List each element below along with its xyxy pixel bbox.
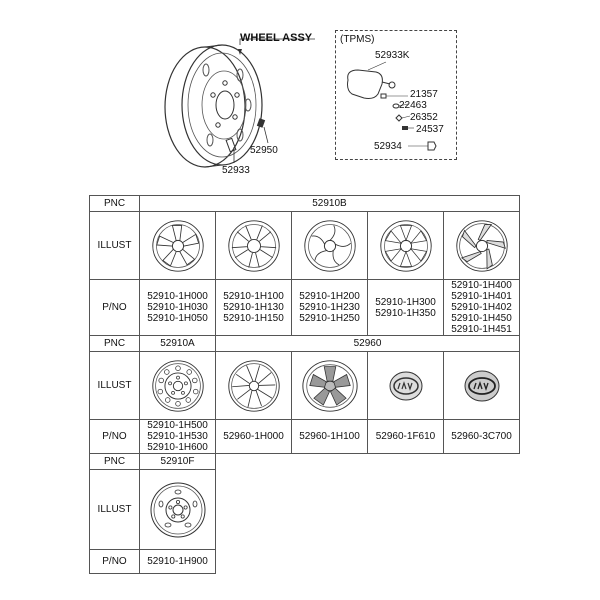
illust-cell (140, 212, 216, 280)
illust-header: ILLUST (90, 352, 140, 420)
pno-cell: 52910-1H200 52910-1H230 52910-1H250 (292, 280, 368, 336)
illust-header: ILLUST (90, 212, 140, 280)
pno-cell: 52960-3C700 (444, 420, 520, 454)
center-cap-emblem-icon (386, 368, 426, 404)
tpms-title: (TPMS) (340, 34, 375, 45)
pno-header: P/NO (90, 420, 140, 454)
illust-cell (292, 352, 368, 420)
illust-cell (140, 352, 216, 420)
alloy-wheel-5-spoke-icon (150, 218, 206, 274)
illust-cell (444, 352, 520, 420)
illust-cell (140, 470, 216, 550)
tpms-assembly-part: 52933K (375, 50, 410, 61)
part-label-52933: 52933 (222, 165, 250, 176)
tpms-part-52934: 52934 (374, 141, 402, 152)
pnc-value: 52910F (140, 454, 216, 470)
pnc-value: 52910B (140, 196, 520, 212)
pno-cell: 52960-1H000 (216, 420, 292, 454)
wheel-assy-label: WHEEL ASSY (240, 32, 313, 44)
illust-cell (292, 212, 368, 280)
spare-steel-wheel-icon (148, 480, 208, 540)
part-label-52950: 52950 (250, 145, 278, 156)
wheel-cover-3d-icon (299, 356, 361, 416)
tpms-part-21357: 21357 (410, 89, 438, 100)
pnc-value: 52960 (216, 336, 520, 352)
center-cap-emblem-icon (462, 368, 502, 404)
pnc-value: 52910A (140, 336, 216, 352)
illust-cell (444, 212, 520, 280)
illust-cell (216, 212, 292, 280)
pnc-header: PNC (90, 454, 140, 470)
pno-cell: 52910-1H900 (140, 550, 216, 574)
steel-wheel-icon (150, 358, 206, 414)
wheel-assembly-drawing (150, 35, 335, 185)
alloy-wheel-split-spoke-icon (226, 218, 282, 274)
tpms-part-22463: 22463 (399, 100, 427, 111)
tpms-part-24537: 24537 (416, 124, 444, 135)
pno-header: P/NO (90, 280, 140, 336)
pno-cell: 52910-1H100 52910-1H130 52910-1H150 (216, 280, 292, 336)
illust-header: ILLUST (90, 470, 140, 550)
alloy-wheel-twisted-spoke-icon (302, 218, 358, 274)
wheel-cover-spoke-icon (226, 358, 282, 414)
pno-cell: 52960-1F610 (368, 420, 444, 454)
pno-cell: 52910-1H400 52910-1H401 52910-1H402 52910-1H450 52910-1H451 (444, 280, 520, 336)
alloy-wheel-blade-spoke-icon (454, 218, 510, 274)
pno-cell: 52910-1H000 52910-1H030 52910-1H050 (140, 280, 216, 336)
parts-table (89, 195, 520, 574)
illust-cell (368, 352, 444, 420)
pnc-header: PNC (90, 196, 140, 212)
illust-cell (368, 212, 444, 280)
illust-cell (216, 352, 292, 420)
pno-cell: 52910-1H300 52910-1H350 (368, 280, 444, 336)
pnc-header: PNC (90, 336, 140, 352)
pno-cell: 52910-1H500 52910-1H530 52910-1H600 (140, 420, 216, 454)
tpms-part-26352: 26352 (410, 112, 438, 123)
alloy-wheel-multi-spoke-icon (378, 218, 434, 274)
pno-header: P/NO (90, 550, 140, 574)
pno-cell: 52960-1H100 (292, 420, 368, 454)
